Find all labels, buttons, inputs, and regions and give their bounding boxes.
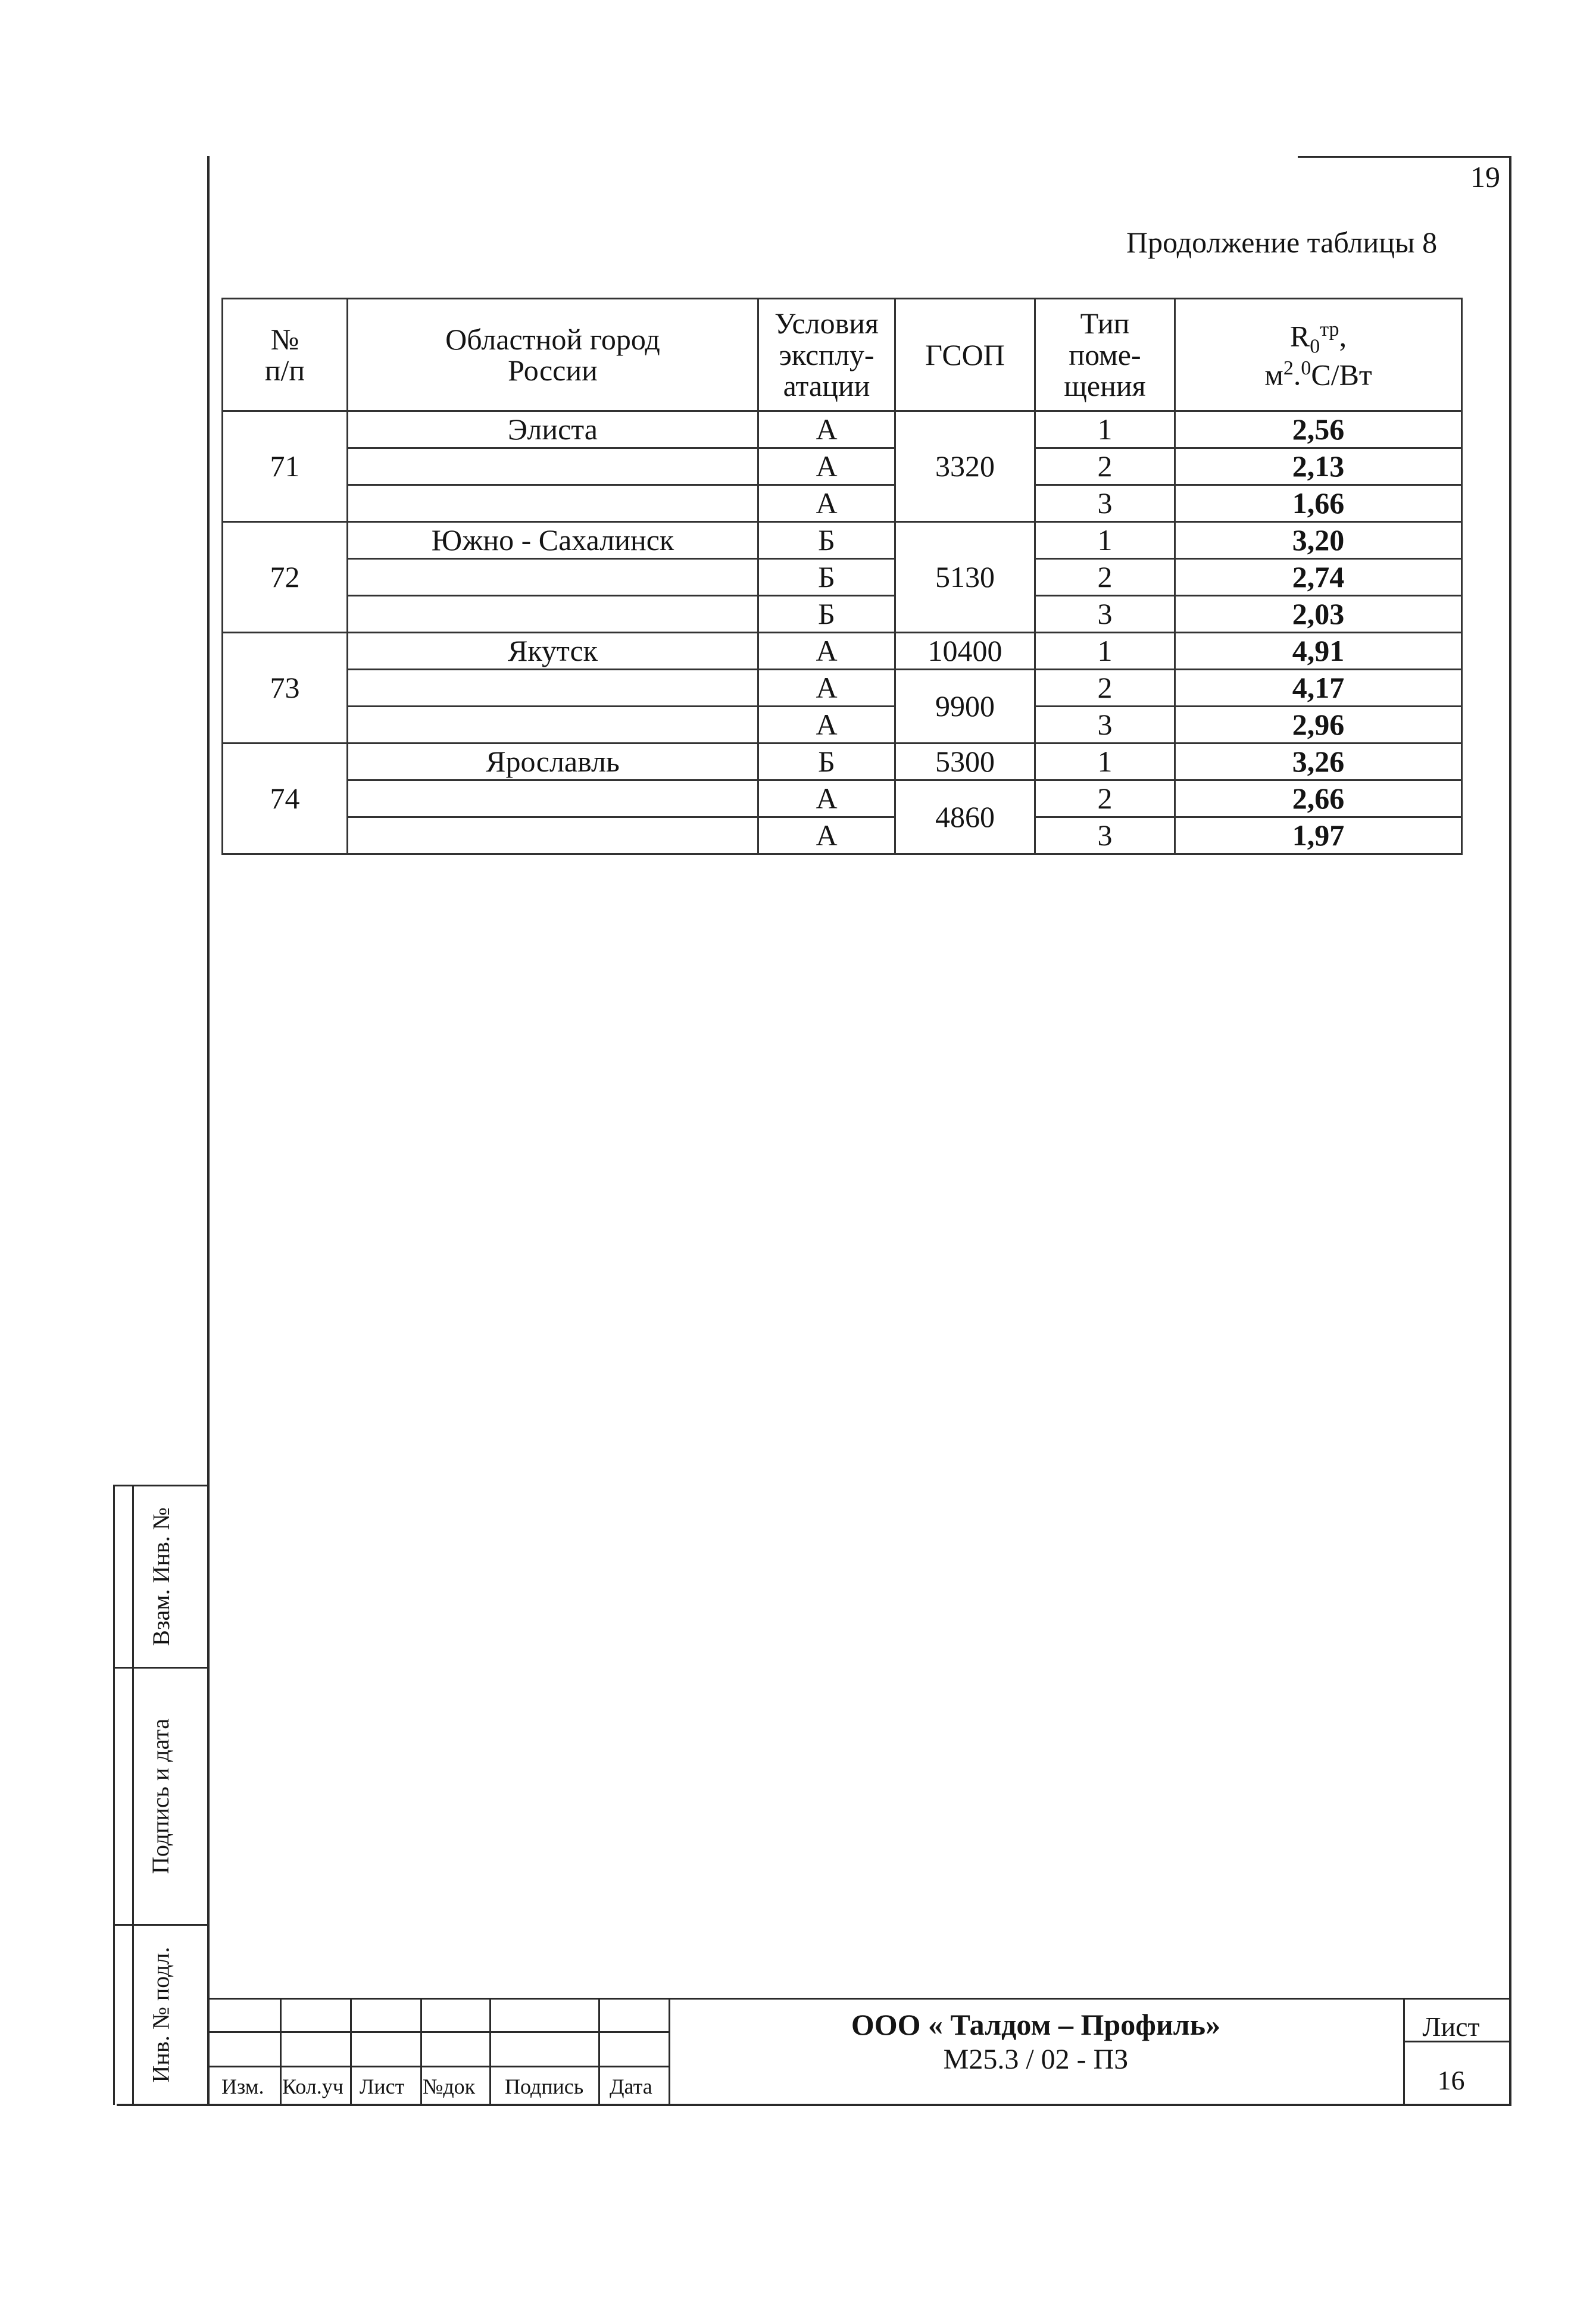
frame-bottom-line [117,2104,1511,2106]
resistance-cell: 2,13 [1175,448,1462,485]
title-col-label: Лист [360,2075,405,2098]
table-row [223,596,1462,633]
resistance-cell: 2,96 [1175,707,1462,744]
side-cell-sign-date: Подпись и дата [147,1718,174,1875]
title-col-label: Изм. [221,2075,264,2098]
header-room-type: Тип поме- щения [1035,299,1175,411]
room-type-cell: 1 [1035,633,1175,670]
row-number: 73 [223,633,348,744]
table-row [223,670,1462,707]
gsop-cell: 10400 [895,633,1035,670]
title-block-vline [280,1998,282,2105]
city-name: Ярославль [348,744,758,780]
header-city: Областной город России [348,299,758,411]
city-name [348,596,758,633]
header-resistance: $R_0^{тр}$, $м^2.^0С/Вт$ [1175,299,1462,411]
resistance-cell: 4,91 [1175,633,1462,670]
title-col-label: Кол.уч [282,2075,343,2098]
side-cell-inv-orig: Инв. № подл. [147,1947,174,2083]
room-type-cell: 1 [1035,522,1175,559]
room-type-cell: 2 [1035,670,1175,707]
city-name: Якутск [348,633,758,670]
condition-cell: Б [758,522,895,559]
condition-cell: А [758,670,895,707]
city-name [348,780,758,817]
title-block-top [208,1998,1510,2000]
side-cell-replace-inv: Взам. Инв. № [147,1507,174,1646]
resistance-cell: 3,26 [1175,744,1462,780]
room-type-cell: 2 [1035,559,1175,596]
gsop-cell: 4860 [895,780,1035,854]
resistance-cell: 2,66 [1175,780,1462,817]
title-col-label: №док [423,2075,476,2098]
sheet-label: Лист [1422,2011,1480,2042]
city-name [348,707,758,744]
title-col-label: Дата [610,2075,652,2098]
condition-cell: Б [758,744,895,780]
gsop-cell: 5130 [895,522,1035,633]
resistance-cell: 1,66 [1175,485,1462,522]
row-number: 71 [223,411,348,522]
condition-cell: Б [758,596,895,633]
table-row [223,633,1462,670]
city-name: Элиста [348,411,758,448]
condition-cell: А [758,780,895,817]
condition-cell: А [758,485,895,522]
city-name [348,670,758,707]
city-name [348,448,758,485]
table-row [223,485,1462,522]
gsop-cell: 5300 [895,744,1035,780]
gsop-cell: 3320 [895,411,1035,522]
condition-cell: Б [758,559,895,596]
room-type-cell: 3 [1035,596,1175,633]
table-row [223,780,1462,817]
condition-cell: А [758,633,895,670]
table-row [223,448,1462,485]
table-row [223,707,1462,744]
resistance-cell: 2,03 [1175,596,1462,633]
title-block-vline [420,1998,422,2105]
room-type-cell: 1 [1035,411,1175,448]
organization-name: ООО « Талдом – Профиль» [851,2008,1221,2041]
title-block-vline [489,1998,491,2105]
city-name: Южно - Сахалинск [348,522,758,559]
table-row [223,522,1462,559]
table-row [223,411,1462,448]
city-name [348,817,758,854]
table-header-row [223,299,1462,411]
room-type-cell: 3 [1035,485,1175,522]
city-name [348,485,758,522]
row-number: 74 [223,744,348,854]
city-name [348,559,758,596]
gsop-cell: 9900 [895,670,1035,744]
condition-cell: А [758,707,895,744]
resistance-cell: 4,17 [1175,670,1462,707]
row-number: 72 [223,522,348,633]
frame-top-line [1298,156,1511,158]
room-type-cell: 2 [1035,448,1175,485]
table-caption: Продолжение таблицы 8 [1126,226,1438,259]
title-block-vline [598,1998,600,2105]
condition-cell: А [758,448,895,485]
sheet-number: 16 [1437,2065,1465,2095]
condition-cell: А [758,817,895,854]
resistance-cell: 3,20 [1175,522,1462,559]
header-number: № п/п [223,299,348,411]
table-row [223,817,1462,854]
room-type-cell: 1 [1035,744,1175,780]
insulation-table [221,298,1463,855]
condition-cell: А [758,411,895,448]
resistance-cell: 1,97 [1175,817,1462,854]
table-row [223,559,1462,596]
header-conditions: Условия эксплу- атации [758,299,895,411]
resistance-cell: 2,56 [1175,411,1462,448]
room-type-cell: 3 [1035,707,1175,744]
room-type-cell: 3 [1035,817,1175,854]
title-col-label: Подпись [505,2075,584,2098]
frame-right-line [1509,156,1511,2105]
document-code: М25.3 / 02 - ПЗ [943,2044,1129,2075]
table-row [223,744,1462,780]
page-number: 19 [1470,160,1500,193]
title-block-vline [350,1998,352,2105]
resistance-cell: 2,74 [1175,559,1462,596]
room-type-cell: 2 [1035,780,1175,817]
header-gsop: ГСОП [895,299,1035,411]
